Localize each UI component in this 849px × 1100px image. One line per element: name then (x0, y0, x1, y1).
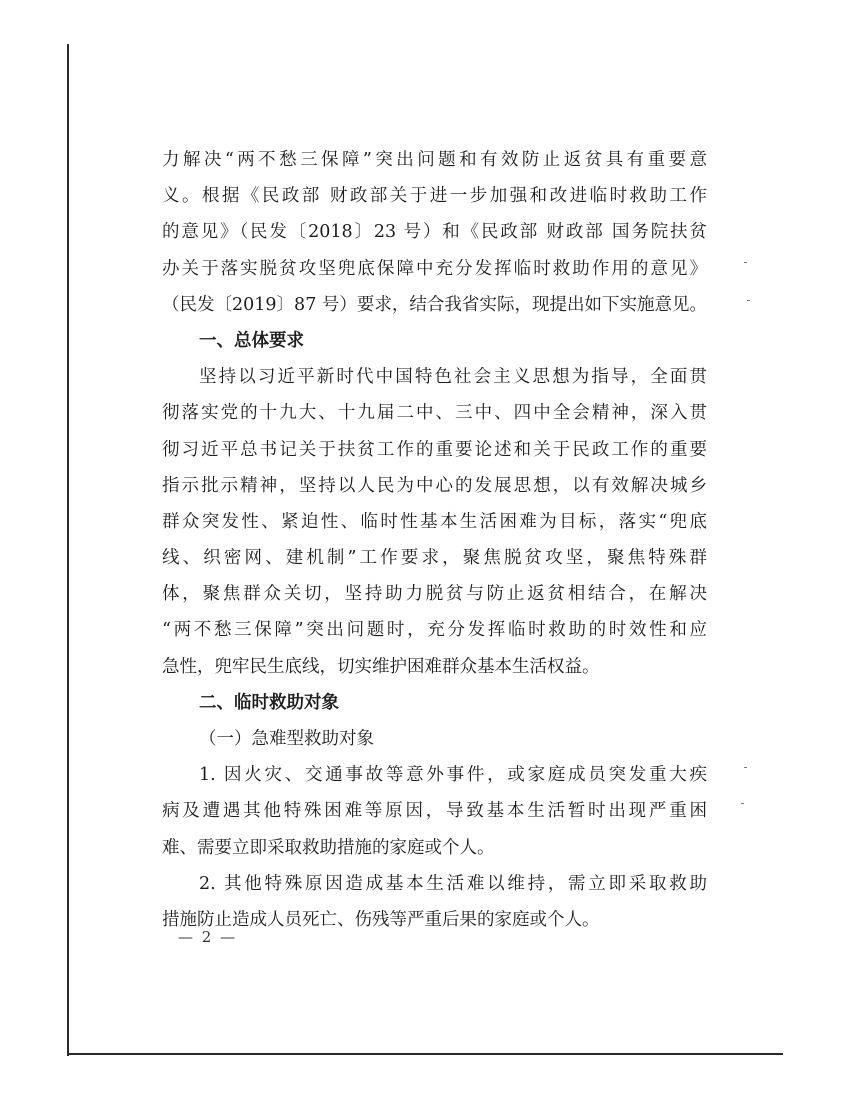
page-number: — 2 — (178, 928, 238, 946)
body-line: （民发〔2019〕87 号）要求，结合我省实际，现提出如下实施意见。 (162, 294, 707, 315)
body-line: 义。根据《民政部 财政部关于进一步加强和改进临时救助工作 (162, 186, 707, 207)
body-line: 体，聚焦群众关切，坚持助力脱贫与防止返贫相结合，在解决 (162, 584, 707, 605)
body-line: 措施防止造成人员死亡、伤残等严重后果的家庭或个人。 (162, 909, 600, 930)
body-line: 急性，兜牢民生底线，切实维护困难群众基本生活权益。 (162, 656, 600, 677)
section-heading-general-requirements: 一、总体要求 (199, 330, 304, 351)
body-line: 病及遭遇其他特殊困难等原因，导致基本生活暂时出现严重困 (162, 801, 707, 822)
body-line: 的意见》（民发〔2018〕23 号）和《民政部 财政部 国务院扶贫 (162, 222, 707, 243)
body-line: 2. 其他特殊原因造成基本生活难以维持，需立即采取救助 (199, 873, 707, 894)
body-line: 线、织密网、建机制”工作要求，聚焦脱贫攻坚，聚焦特殊群 (162, 548, 707, 569)
body-line: 指示批示精神，坚持以人民为中心的发展思想，以有效解决城乡 (162, 475, 707, 496)
body-line: 1. 因火灾、交通事故等意外事件，或家庭成员突发重大疾 (199, 765, 707, 786)
scan-border-bottom (67, 1053, 783, 1055)
scan-border-left (67, 44, 69, 1056)
body-line: 彻落实党的十九大、十九届二中、三中、四中全会精神，深入贯 (162, 403, 707, 424)
body-line: 坚持以习近平新时代中国特色社会主义思想为指导，全面贯 (199, 367, 707, 388)
body-line: 力解决“两不愁三保障”突出问题和有效防止返贫具有重要意 (162, 150, 707, 170)
body-line: 办关于落实脱贫攻坚兜底保障中充分发挥临时救助作用的意见》 (162, 258, 707, 279)
body-line: 难、需要立即采取救助措施的家庭或个人。 (162, 837, 495, 858)
body-line: 群众突发性、紧迫性、临时性基本生活困难为目标，落实“兜底 (162, 511, 707, 532)
document-body (162, 142, 707, 938)
section-heading-aid-recipients: 二、临时救助对象 (199, 692, 339, 713)
body-line: “两不愁三保障”突出问题时，充分发挥临时救助的时效性和应 (162, 620, 707, 641)
body-line: 彻习近平总书记关于扶贫工作的重要论述和关于民政工作的重要 (162, 439, 707, 460)
subsection-heading-emergency-recipients: （一）急难型救助对象 (199, 729, 374, 749)
